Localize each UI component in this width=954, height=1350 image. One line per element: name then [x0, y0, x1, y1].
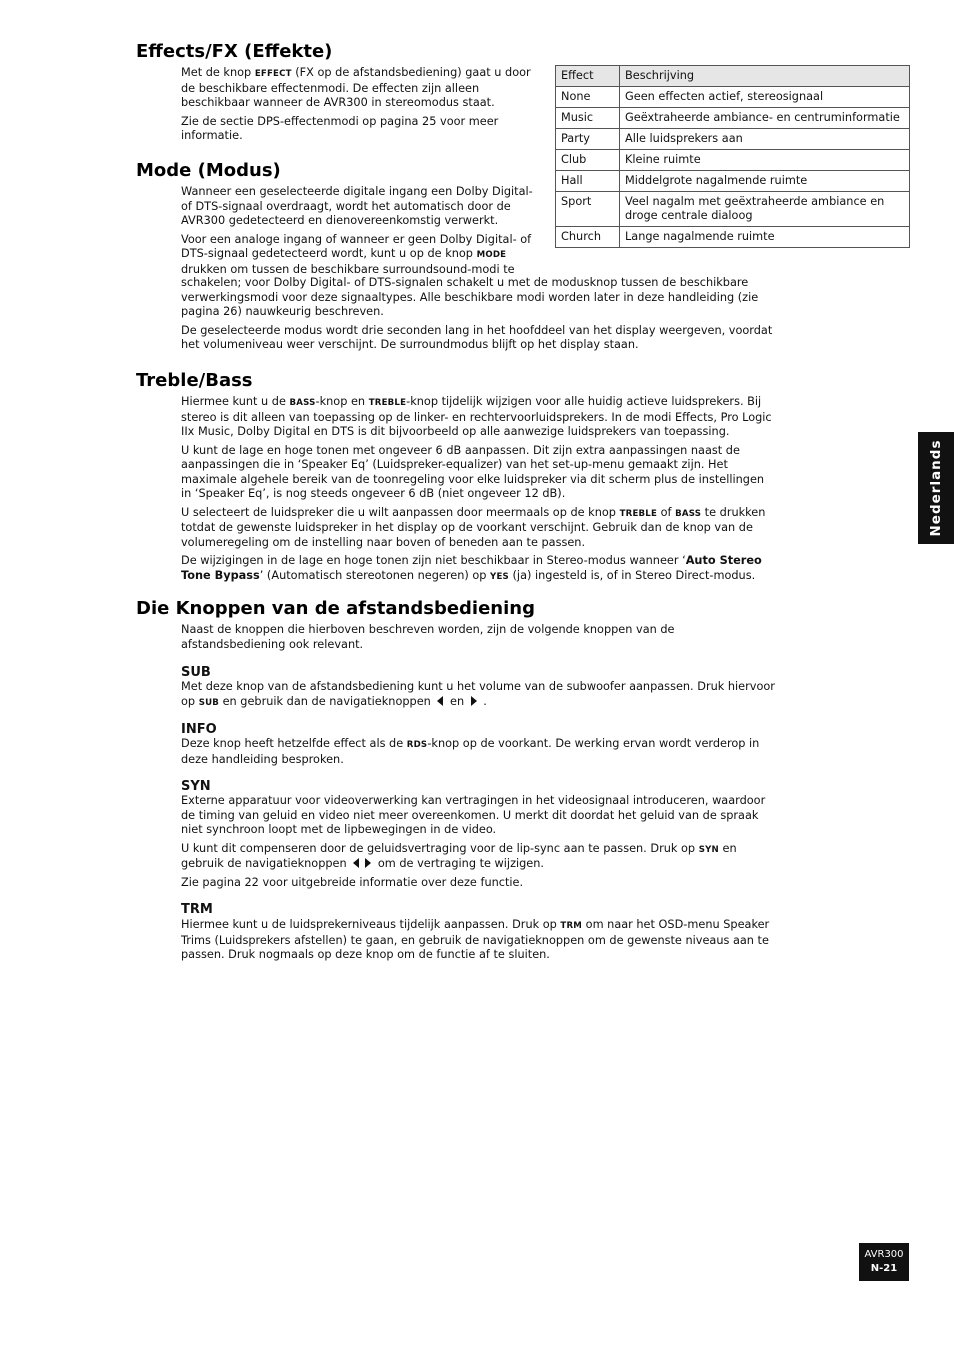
trm-paragraph: Hiermee kunt u de luidsprekerniveaus tijdelijk aanpassen. Druk op TRM om naar het OSD-menu Speaker Trims (Luidsprekers afstellen) te gaan, en gebruik de navigatieknoppen om de gewenste niveaus aan te passen. Druk nogmaals op deze knop om de functie af te sluiten.: [181, 918, 770, 961]
arrow-right-icon: [471, 696, 477, 706]
language-tab-label: Nederlands: [928, 439, 944, 537]
heading-remote-buttons: Die Knoppen van de afstandsbediening: [136, 598, 535, 619]
mode-text-top: [181, 185, 547, 277]
trm-key: TRM: [560, 921, 583, 931]
page-footer: [859, 1243, 909, 1281]
effects-table: [555, 65, 910, 248]
arrow-left-icon: [353, 858, 359, 868]
sub-paragraph: Met deze knop van de afstandsbediening kunt u het volume van de subwoofer aanpassen. Druk hiervoor op SUB en gebruik dan de navigatieknoppen en .: [181, 680, 775, 708]
footer-model: AVR300: [864, 1249, 904, 1260]
mode-paragraph: schakelen; voor Dolby Digital- of DTS-signalen schakelt u met de modusknop tussen de beschikbare verwerkingsmodi voor deze signaaltypes. Alle beschikbare modi worden later in deze handleiding (zie pagina 26) nauwkeurig beschreven.: [181, 276, 759, 318]
arrow-left-icon: [437, 696, 443, 706]
language-tab: [918, 432, 954, 544]
treble-paragraph: U selecteert de luidspreker die u wilt aanpassen door meermaals op de knop TREBLE of BASS te drukken totdat de gewenste luidspreker in het display op de voorkant verschijnt. Gebruik dan de knop van de volumeregeling om de instelling naar boven of beneden aan te passen.: [181, 505, 766, 549]
treble-key: TREBLE: [368, 398, 407, 408]
subheading-sub: SUB: [181, 665, 211, 680]
treble-paragraph: Hiermee kunt u de BASS-knop en TREBLE-knop tijdelijk wijzigen voor alle huidig actieve luidsprekers. Bij stereo is dit alleen van toepassing op de linker- en rechtervoorluidsprekers. In de modi Effects, Pro Logic IIx Music, Dolby Digital en DTS is dit bijvoorbeeld op alle aanwezige luidsprekers van toepassing.: [181, 395, 772, 438]
table-header-description: Beschrijving: [620, 66, 910, 87]
table-header-row: [556, 66, 910, 87]
trm-text: [181, 918, 776, 967]
table-row: Hall Middelgrote nagalmende ruimte: [556, 171, 910, 192]
subheading-syn: SYN: [181, 779, 211, 794]
page-number: N-21: [870, 1263, 898, 1274]
mode-paragraph: De geselecteerde modus wordt drie seconden lang in het hoofddeel van het display weergeven, voordat het volumeniveau weer verschijnt. De surroundmodus blijft op het display staan.: [181, 323, 773, 351]
yes-key: YES: [490, 571, 509, 582]
info-paragraph: Deze knop heeft hetzelfde effect als de RDS-knop op de voorkant. De werking ervan wordt verderop in deze handleiding besproken.: [181, 737, 760, 766]
table-row: Party Alle luidsprekers aan: [556, 129, 910, 150]
effects-paragraph: Met de knop EFFECT (FX op de afstandsbediening) gaat u door de beschikbare effectenmodi. De effecten zijn alleen beschikbaar wanneer de AVR300 in stereomodus staat.: [181, 66, 531, 109]
remote-intro: [181, 623, 776, 656]
remote-intro-paragraph: Naast de knoppen die hierboven beschreven worden, zijn de volgende knoppen van de afstandsbediening ook relevant.: [181, 623, 675, 651]
heading-effects: Effects/FX (Effekte): [136, 41, 333, 62]
bass-key: BASS: [675, 508, 702, 519]
subheading-info: INFO: [181, 722, 217, 737]
table-row: Sport Veel nagalm met geëxtraheerde ambiance en droge centrale dialoog: [556, 192, 910, 227]
effects-paragraph: Zie de sectie DPS-effectenmodi op pagina 25 voor meer informatie.: [181, 114, 499, 142]
effect-key: EFFECT: [254, 69, 292, 79]
rds-key: RDS: [406, 740, 428, 750]
mode-paragraph: Voor een analoge ingang of wanneer er geen Dolby Digital- of DTS-signaal gedetecteerd wordt, kunt u op de knop MODE drukken om tussen de beschikbare surroundsound-modi te: [181, 232, 532, 276]
treble-paragraph: De wijzigingen in de lage en hoge tonen zijn niet beschikbaar in Stereo-modus wanneer ‘Auto Stereo Tone Bypass’ (Automatisch stereotonen negeren) op YES (ja) ingesteld is, of in Stereo Direct-modus.: [181, 554, 762, 582]
arrow-right-icon: [365, 858, 371, 868]
subheading-trm: TRM: [181, 902, 213, 917]
mode-paragraph: Wanneer een geselecteerde digitale ingang een Dolby Digital- of DTS-signaal overdraagt, wordt het automatisch door de AVR300 gedetecteerd en dienovereenkomstig verwerkt.: [181, 185, 533, 227]
syn-paragraph: U kunt dit compenseren door de geluidsvertraging voor de lip-sync aan te passen. Druk op SYN en gebruik de navigatieknoppen om de vertraging te wijzigen.: [181, 841, 737, 870]
heading-mode: Mode (Modus): [136, 160, 281, 181]
bass-key: BASS: [289, 398, 316, 408]
syn-text: [181, 794, 776, 894]
mode-text-bottom: [181, 276, 776, 357]
sub-key: SUB: [198, 697, 220, 708]
syn-paragraph: Zie pagina 22 voor uitgebreide informatie over deze functie.: [181, 875, 524, 889]
syn-key: SYN: [698, 844, 719, 855]
heading-treble-bass: Treble/Bass: [136, 370, 253, 391]
table-row: Church Lange nagalmende ruimte: [556, 227, 910, 248]
effects-text: [181, 66, 547, 148]
table-row: Club Kleine ruimte: [556, 150, 910, 171]
info-text: [181, 737, 776, 771]
table-row: None Geen effecten actief, stereosignaal: [556, 87, 910, 108]
table-header-effect: Effect: [556, 66, 620, 87]
treble-text: [181, 395, 776, 588]
sub-text: [181, 680, 776, 714]
table-row: Music Geëxtraheerde ambiance- en centruminformatie: [556, 108, 910, 129]
treble-key: TREBLE: [619, 508, 658, 519]
mode-key: MODE: [476, 250, 507, 260]
syn-paragraph: Externe apparatuur voor videoverwerking kan vertragingen in het videosignaal introduceren, waardoor de timing van geluid en video niet meer overeenkomen. U merkt dit doordat het geluid van de spraak niet synchroon loopt met de lipbewegingen in de video.: [181, 794, 766, 836]
treble-paragraph: U kunt de lage en hoge tonen met ongeveer 6 dB aanpassen. Dit zijn extra aanpassingen naast de aanpassingen die in ‘Speaker Eq’ (Luidspreker-equalizer) van het set-up-menu gemaakt zijn. Het maximale algehele bereik van de toonregeling voor elke luidspreker via dit scherm plus de instellingen in ‘Speaker Eq’, is nog steeds ongeveer 6 dB (niet ongeveer 12 dB).: [181, 443, 765, 500]
